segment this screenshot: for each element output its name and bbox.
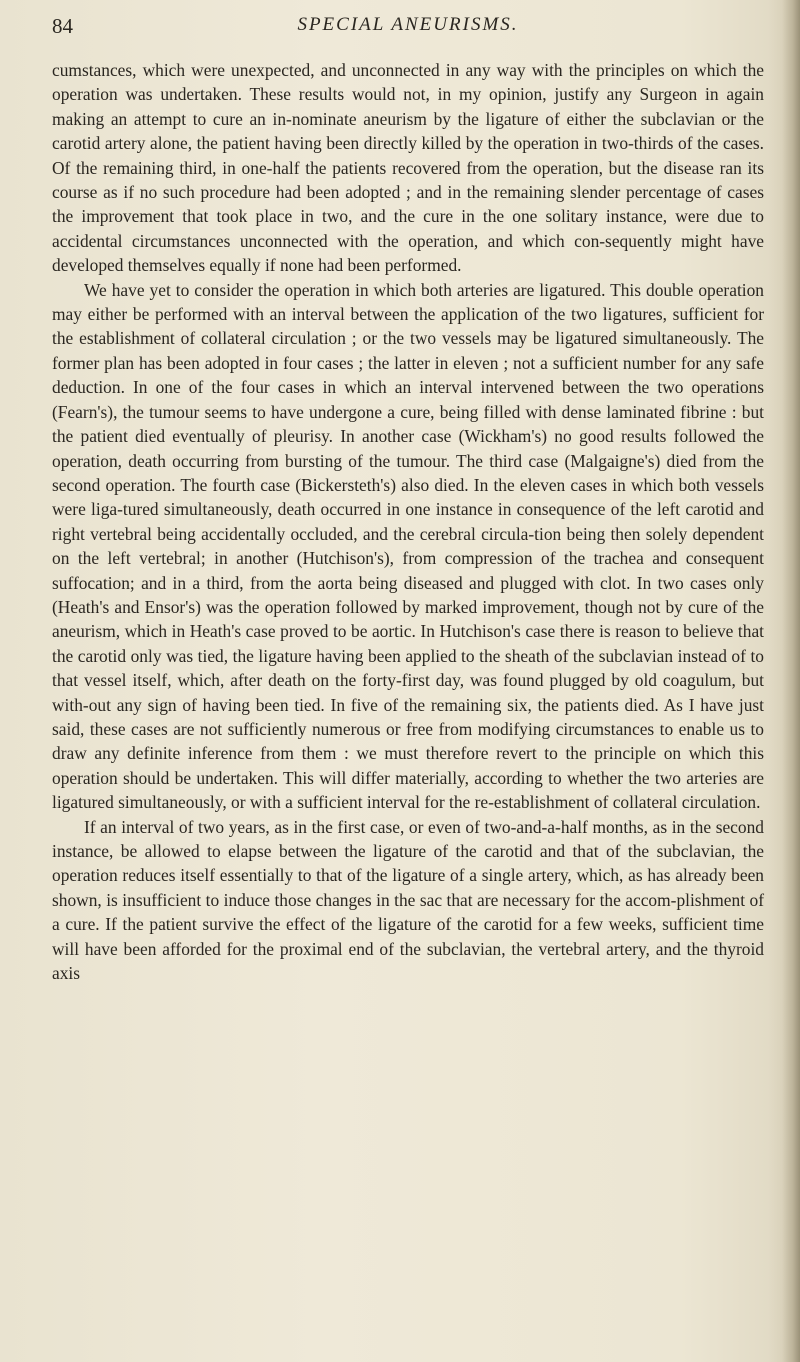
page-header bbox=[52, 14, 764, 44]
paragraph-interval: If an interval of two years, as in the first case, or even of two-and-a-half months, as in the second instance, be allowed to elapse between the ligature of the carotid and that of the subclavian, the operation reduces itself essentially to that of the ligature of a single artery, which, as has already been shown, is insufficient to induce those changes in the sac that are necessary for the accom-plishment of a cure. If the patient survive the effect of the ligature of the carotid for a few weeks, sufficient time will have been afforded for the proximal end of the subclavian, the vertebral artery, and the thyroid axis bbox=[52, 816, 764, 984]
paragraph-continuation: cumstances, which were unexpected, and unconnected in any way with the principles on which the operation was undertaken. These results would not, in my opinion, justify any Surgeon in again making an attempt to cure an in-nominate aneurism by the ligature of either the subclavian or the carotid artery alone, the patient having been directly killed by the operation in two-thirds of the cases. Of the remaining third, in one-half the patients recovered from the operation, but the disease ran its course as if no such procedure had been adopted ; and in the remaining slender percentage of cases the improvement that took place in two, and the cure in the one solitary instance, were due to accidental circumstances unconnected with the operation, and which con-sequently might have developed themselves equally if none had been performed. bbox=[52, 60, 764, 276]
page-number: 84 bbox=[52, 14, 73, 38]
paragraph-double-ligature: We have yet to consider the operation in which both arteries are ligatured. This double operation may either be performed with an interval between the application of the two ligatures, sufficient for the establishment of collateral circulation ; or the two vessels may be ligatured simultaneously. The former plan has been adopted in four cases ; the latter in eleven ; not a sufficient number for any safe deduction. In one of the four cases in which an interval intervened between the two operations (Fearn's), the tumour seems to have undergone a cure, being filled with dense laminated fibrine : but the patient died eventually of pleurisy. In another case (Wickham's) no good results followed the operation, death occurring from bursting of the tumour. The third case (Malgaigne's) died from the second operation. The fourth case (Bickersteth's) also died. In the eleven cases in which both vessels were liga-tured simultaneously, death occurred in one instance in consequence of the left carotid and right vertebral being accidentally occluded, and the cerebral circula-tion being then solely dependent on the left vertebral; in another (Hutchison's), from compression of the trachea and consequent suffocation; and in a third, from the aorta being diseased and plugged with clot. In two cases only (Heath's and Ensor's) was the operation followed by marked improvement, though not by cure of the aneurism, which in Heath's case proved to be aortic. In Hutchison's case there is reason to believe that the carotid only was tied, the ligature having been applied to the sheath of the subclavian instead of to that vessel itself, which, after death on the forty-first day, was found plugged by old coagulum, but with-out any sign of having been tied. In five of the remaining six, the patients died. As I have just said, these cases are not sufficiently numerous or free from modifying circumstances to enable us to draw any definite inference from them : we must therefore revert to the principle on which this operation should be undertaken. This will differ materially, according to whether the two arteries are ligatured simultaneously, or with a sufficient interval for the re-establishment of collateral circulation. bbox=[52, 279, 764, 813]
running-head: SPECIAL ANEURISMS. bbox=[297, 14, 519, 35]
body-text bbox=[52, 58, 764, 985]
page-edge-shadow bbox=[782, 0, 800, 1362]
